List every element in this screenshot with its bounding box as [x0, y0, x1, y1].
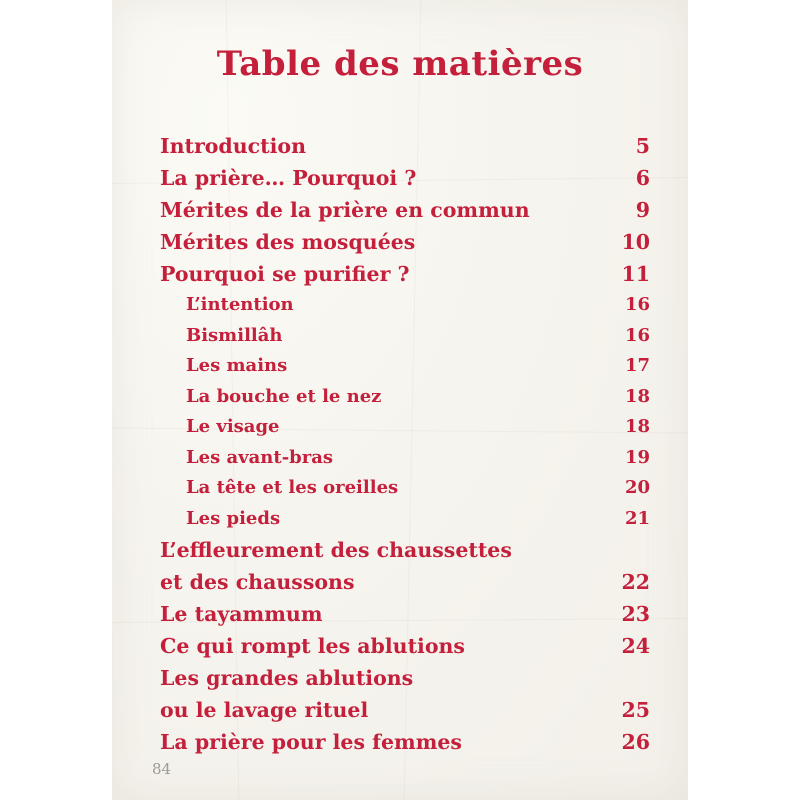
toc-entry-label: Mérites des mosquées: [160, 230, 416, 254]
toc-entry[interactable]: [160, 351, 650, 382]
toc-entry[interactable]: [160, 226, 650, 258]
page-folio-number: 84: [152, 760, 172, 778]
toc-entry-label: ou le lavage rituel: [160, 698, 369, 722]
toc-entry-label: Mérites de la prière en commun: [160, 198, 530, 222]
toc-entry-page-number: 21: [624, 507, 650, 529]
toc-entry-page-number: 16: [624, 294, 650, 315]
toc-entry[interactable]: [160, 321, 650, 352]
toc-entry-label: Pourquoi se purifier ?: [160, 262, 410, 286]
toc-entry[interactable]: [160, 694, 650, 726]
toc-entry-page-number: 24: [621, 634, 650, 658]
toc-entry[interactable]: [160, 566, 650, 598]
toc-entry-label: Les pieds: [186, 507, 281, 529]
toc-entry-label: La prière… Pourquoi ?: [160, 166, 417, 190]
toc-entry-label: Les mains: [186, 355, 288, 376]
toc-entry-page-number: 6: [635, 166, 650, 190]
toc-entry[interactable]: [160, 162, 650, 194]
toc-entry[interactable]: [160, 630, 650, 662]
toc-entry-page-number: 20: [624, 477, 650, 498]
toc-entry[interactable]: [160, 598, 650, 630]
table-of-contents: [160, 130, 650, 758]
paper-sheet: [112, 0, 688, 800]
toc-entry-label: L’intention: [186, 294, 294, 315]
toc-entry-label: et des chaussons: [160, 570, 355, 594]
toc-entry-page-number: 22: [621, 570, 650, 594]
toc-entry-page-number: 18: [624, 385, 650, 407]
toc-entry[interactable]: [160, 726, 650, 758]
toc-entry[interactable]: [160, 473, 650, 504]
toc-entry-label: La tête et les oreilles: [186, 477, 399, 498]
toc-entry-page-number: 16: [624, 324, 650, 346]
toc-entry-page-number: 19: [624, 446, 650, 468]
toc-entry[interactable]: [160, 534, 650, 566]
toc-entry-page-number: 9: [635, 198, 650, 222]
toc-entry[interactable]: [160, 504, 650, 535]
toc-entry-label: L’effleurement des chaussettes: [160, 538, 512, 562]
toc-entry-page-number: 10: [621, 230, 650, 254]
toc-entry-label: Introduction: [160, 134, 306, 158]
page-title: Table des matières: [216, 44, 584, 84]
toc-entry[interactable]: [160, 382, 650, 413]
toc-entry-page-number: 23: [621, 602, 650, 626]
toc-entry[interactable]: [160, 412, 650, 443]
toc-entry-label: Le visage: [186, 416, 280, 437]
toc-entry-label: La prière pour les femmes: [160, 730, 462, 754]
toc-entry-page-number: 25: [621, 698, 650, 722]
toc-entry-label: Ce qui rompt les ablutions: [160, 634, 465, 658]
toc-entry-label: Les grandes ablutions: [160, 666, 414, 690]
toc-entry-page-number: 5: [635, 134, 650, 158]
toc-entry-page-number: 17: [624, 355, 650, 376]
toc-entry[interactable]: [160, 130, 650, 162]
toc-entry[interactable]: [160, 194, 650, 226]
toc-entry[interactable]: [160, 290, 650, 321]
toc-entry-label: La bouche et le nez: [186, 385, 382, 407]
toc-entry[interactable]: [160, 662, 650, 694]
toc-entry-page-number: 18: [624, 416, 650, 437]
toc-entry-page-number: 26: [621, 730, 650, 754]
toc-entry[interactable]: [160, 258, 650, 290]
toc-entry-page-number: 11: [621, 262, 650, 286]
toc-entry-label: Les avant-bras: [186, 446, 334, 468]
toc-entry-label: Bismillâh: [186, 324, 283, 346]
toc-entry-label: Le tayammum: [160, 602, 323, 626]
toc-entry[interactable]: [160, 443, 650, 474]
